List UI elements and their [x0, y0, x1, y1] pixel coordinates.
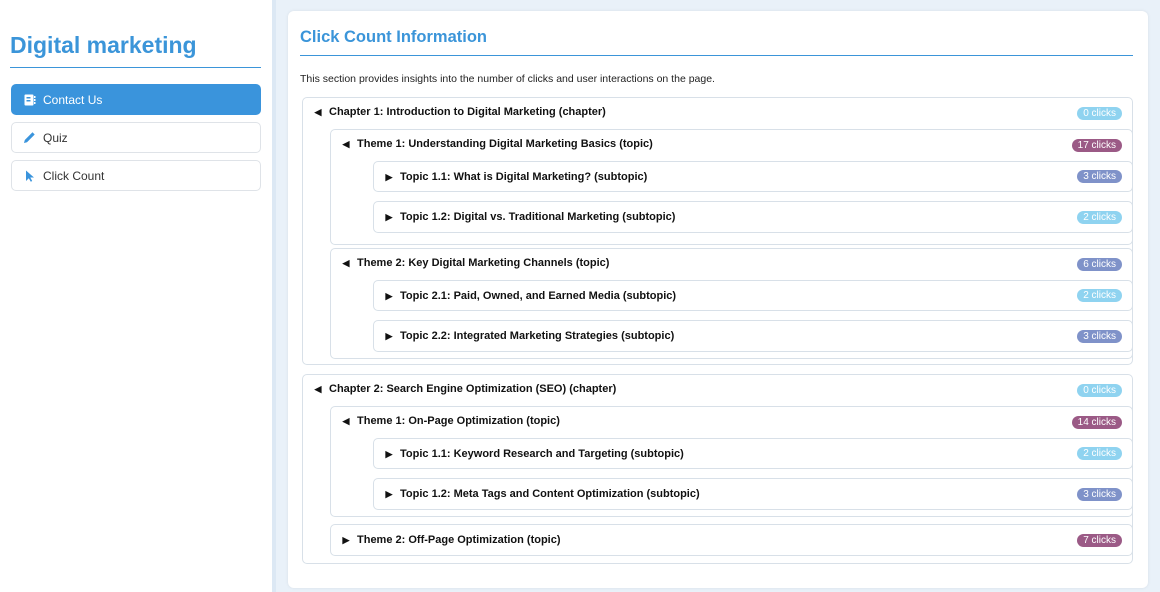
theme-2-box[interactable] [330, 524, 1133, 556]
theme-2-label: Theme 2: Off-Page Optimization (topic) [357, 534, 561, 546]
click-count-badge: 7 clicks [1077, 534, 1122, 547]
subtopic-box[interactable] [373, 201, 1133, 233]
sidebar-item-contact-us[interactable] [11, 84, 261, 115]
theme-2-header[interactable] [341, 534, 561, 546]
subtopic-header[interactable] [384, 171, 647, 183]
subtopic-label: Topic 1.1: Keyword Research and Targeting (subtopic) [400, 448, 684, 460]
subtopic-label: Topic 1.1: What is Digital Marketing? (subtopic) [400, 171, 648, 183]
click-count-badge: 17 clicks [1072, 139, 1122, 152]
expand-arrow-icon[interactable]: ▶ [385, 330, 393, 341]
brand-divider [10, 67, 261, 68]
theme-1-header[interactable] [341, 415, 560, 427]
collapse-arrow-icon[interactable]: ◀ [342, 415, 350, 426]
click-count-badge: 0 clicks [1077, 107, 1122, 120]
page-description: This section provides insights into the number of clicks and user interactions on the page. [300, 73, 715, 85]
expand-arrow-icon[interactable]: ▶ [385, 488, 393, 499]
theme-1-label: Theme 1: Understanding Digital Marketing Basics (topic) [357, 138, 653, 150]
sidebar [0, 0, 272, 592]
subtopic-header[interactable] [384, 290, 676, 302]
subtopic-label: Topic 1.2: Meta Tags and Content Optimization (subtopic) [400, 488, 700, 500]
theme-1-label: Theme 1: On-Page Optimization (topic) [357, 415, 560, 427]
expand-arrow-icon[interactable]: ▶ [385, 290, 393, 301]
click-count-badge: 3 clicks [1077, 170, 1122, 183]
expand-arrow-icon[interactable]: ▶ [385, 211, 393, 222]
click-count-badge: 2 clicks [1077, 289, 1122, 302]
theme-1-box [330, 406, 1133, 517]
chapter-1-label: Chapter 1: Introduction to Digital Marketing (chapter) [329, 106, 606, 118]
click-count-badge: 0 clicks [1077, 384, 1122, 397]
expand-arrow-icon[interactable]: ▶ [342, 534, 350, 545]
click-count-badge: 6 clicks [1077, 258, 1122, 271]
chapter-1-box [302, 97, 1133, 365]
chapter-2-box [302, 374, 1133, 564]
subtopic-box[interactable] [373, 320, 1133, 352]
click-count-badge: 3 clicks [1077, 330, 1122, 343]
page-title: Click Count Information [300, 28, 487, 46]
subtopic-header[interactable] [384, 211, 675, 223]
subtopic-label: Topic 2.2: Integrated Marketing Strategies (subtopic) [400, 330, 675, 342]
sidebar-item-label: Click Count [43, 168, 105, 183]
collapse-arrow-icon[interactable]: ◀ [342, 138, 350, 149]
subtopic-box[interactable] [373, 280, 1133, 311]
cursor-icon [23, 169, 36, 182]
pencil-icon [23, 131, 36, 144]
sidebar-item-click-count[interactable] [11, 160, 261, 191]
subtopic-label: Topic 2.1: Paid, Owned, and Earned Media (subtopic) [400, 290, 677, 302]
click-count-badge: 14 clicks [1072, 416, 1122, 429]
click-count-badge: 3 clicks [1077, 488, 1122, 501]
click-count-badge: 2 clicks [1077, 447, 1122, 460]
subtopic-label: Topic 1.2: Digital vs. Traditional Marketing (subtopic) [400, 211, 676, 223]
title-divider [300, 55, 1133, 56]
collapse-arrow-icon[interactable]: ◀ [314, 106, 322, 117]
subtopic-box[interactable] [373, 161, 1133, 192]
subtopic-header[interactable] [384, 330, 674, 342]
subtopic-box[interactable] [373, 438, 1133, 469]
theme-1-header[interactable] [341, 138, 653, 150]
brand-title: Digital marketing [10, 32, 197, 58]
click-count-card [288, 11, 1148, 588]
sidebar-item-label: Quiz [43, 130, 68, 145]
sidebar-item-quiz[interactable] [11, 122, 261, 153]
expand-arrow-icon[interactable]: ▶ [385, 171, 393, 182]
contact-card-icon [23, 93, 36, 106]
sidebar-item-label: Contact Us [43, 92, 103, 107]
subtopic-header[interactable] [384, 488, 700, 500]
subtopic-header[interactable] [384, 448, 684, 460]
collapse-arrow-icon[interactable]: ◀ [342, 257, 350, 268]
main-area [276, 0, 1160, 592]
theme-2-label: Theme 2: Key Digital Marketing Channels (topic) [357, 257, 610, 269]
collapse-arrow-icon[interactable]: ◀ [314, 383, 322, 394]
theme-2-header[interactable] [341, 257, 609, 269]
theme-2-box [330, 248, 1133, 359]
chapter-1-header[interactable] [313, 106, 606, 118]
subtopic-box[interactable] [373, 478, 1133, 510]
click-count-badge: 2 clicks [1077, 211, 1122, 224]
chapter-2-header[interactable] [313, 383, 616, 395]
theme-1-box [330, 129, 1133, 245]
expand-arrow-icon[interactable]: ▶ [385, 448, 393, 459]
chapter-2-label: Chapter 2: Search Engine Optimization (SEO) (chapter) [329, 383, 617, 395]
